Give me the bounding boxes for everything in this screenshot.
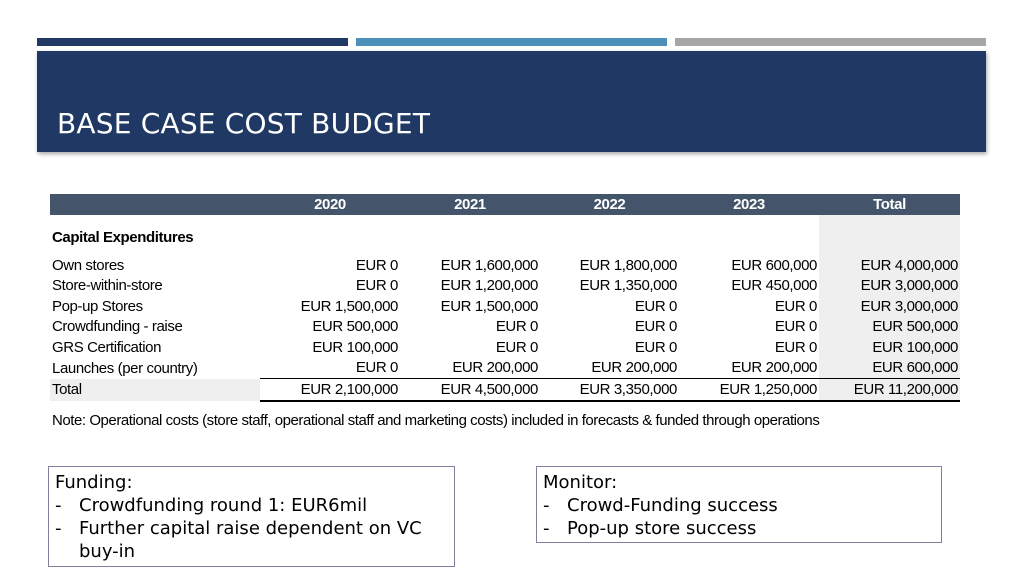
- list-item-text: Crowd-Funding success: [567, 495, 778, 516]
- row-value-cell: EUR 1,600,000: [440, 256, 538, 274]
- monitor-heading: Monitor:: [543, 472, 618, 493]
- row-label: Launches (per country): [52, 359, 198, 377]
- row-value-cell: EUR 600,000: [731, 256, 817, 274]
- funding-heading: Funding:: [55, 472, 133, 493]
- table-row: [50, 358, 960, 379]
- header-cell-2021: 2021: [400, 194, 540, 215]
- section-title: Capital Expenditures: [52, 228, 194, 246]
- funding-box: [48, 466, 455, 567]
- list-item: [55, 494, 448, 517]
- row-value-cell: EUR 0: [355, 256, 398, 274]
- table-row: [50, 276, 960, 297]
- funding-list: [55, 494, 448, 563]
- accent-bar-gray: [675, 38, 986, 46]
- total-value-cell: EUR 11,200,000: [819, 379, 960, 401]
- header-cell-2020: 2020: [260, 194, 400, 215]
- row-value-cell: EUR 200,000: [679, 358, 819, 379]
- table-row: [50, 255, 960, 276]
- row-value-cell: EUR 200,000: [400, 358, 540, 379]
- row-value-cell: EUR 1,200,000: [440, 277, 538, 295]
- list-item-text: Crowdfunding round 1: EUR6mil: [79, 495, 368, 516]
- list-item: [543, 517, 935, 540]
- row-value-cell: EUR 1,500,000: [440, 297, 538, 315]
- row-total-cell: EUR 600,000: [819, 358, 960, 379]
- operational-costs-note: Note: Operational costs (store staff, operational staff and marketing costs) included in forecasts & funded through operations: [52, 412, 820, 429]
- row-value-cell: EUR 200,000: [540, 358, 679, 379]
- row-value-cell: EUR 0: [355, 277, 398, 295]
- row-value-cell: EUR 0: [774, 338, 817, 356]
- total-value-cell: EUR 2,100,000: [260, 379, 400, 401]
- row-label: GRS Certification: [52, 338, 162, 356]
- row-value-cell: EUR 0: [634, 338, 677, 356]
- list-item-text: Further capital raise dependent on VC buy-in: [79, 518, 422, 562]
- list-item: [55, 517, 448, 563]
- list-item-text: Pop-up store success: [567, 518, 757, 539]
- total-value-cell: EUR 3,350,000: [540, 379, 679, 401]
- row-total-cell: EUR 3,000,000: [819, 276, 960, 297]
- row-value-cell: EUR 0: [774, 297, 817, 315]
- total-row: [50, 379, 960, 401]
- row-total-cell: EUR 100,000: [819, 337, 960, 358]
- row-value-cell: EUR 0: [634, 318, 677, 336]
- header-cell-label: [50, 194, 260, 215]
- cost-budget-table: [50, 194, 960, 402]
- header-cell-2023: 2023: [679, 194, 819, 215]
- row-value-cell: EUR 450,000: [731, 277, 817, 295]
- monitor-box: [536, 466, 942, 543]
- row-value-cell: EUR 1,500,000: [300, 297, 398, 315]
- title-banner: [37, 51, 986, 152]
- section-row: [50, 215, 960, 255]
- table-row: [50, 296, 960, 317]
- header-cell-total: Total: [819, 194, 960, 215]
- row-total-cell: EUR 3,000,000: [819, 296, 960, 317]
- accent-bar-light-blue: [356, 38, 667, 46]
- dash-bullet-icon: -: [543, 495, 550, 516]
- row-label: Pop-up Stores: [52, 297, 143, 315]
- row-value-cell: EUR 0: [774, 318, 817, 336]
- row-value-cell: EUR 1,350,000: [579, 277, 677, 295]
- row-value-cell: EUR 0: [495, 318, 538, 336]
- row-label: Own stores: [52, 256, 124, 274]
- row-value-cell: EUR 0: [495, 338, 538, 356]
- dash-bullet-icon: -: [55, 518, 62, 539]
- accent-bar-dark-blue: [37, 38, 348, 46]
- total-value-cell: EUR 4,500,000: [400, 379, 540, 401]
- table-header-row: [50, 194, 960, 215]
- total-value-cell: EUR 1,250,000: [679, 379, 819, 401]
- dash-bullet-icon: -: [543, 518, 550, 539]
- monitor-list: [543, 494, 935, 540]
- row-value-cell: EUR 100,000: [312, 338, 398, 356]
- total-row-label: Total: [50, 379, 260, 401]
- header-cell-2022: 2022: [540, 194, 679, 215]
- row-value-cell: EUR 1,800,000: [579, 256, 677, 274]
- dash-bullet-icon: -: [55, 495, 62, 516]
- slide-title: BASE CASE COST BUDGET: [57, 107, 431, 140]
- row-total-cell: EUR 4,000,000: [819, 255, 960, 276]
- row-label: Crowdfunding - raise: [52, 318, 183, 336]
- table-row: [50, 317, 960, 338]
- row-value-cell: EUR 0: [260, 358, 400, 379]
- table-row: [50, 337, 960, 358]
- row-value-cell: EUR 500,000: [312, 318, 398, 336]
- row-label: Store-within-store: [52, 277, 163, 295]
- row-value-cell: EUR 0: [634, 297, 677, 315]
- list-item: [543, 494, 935, 517]
- row-total-cell: EUR 500,000: [819, 317, 960, 338]
